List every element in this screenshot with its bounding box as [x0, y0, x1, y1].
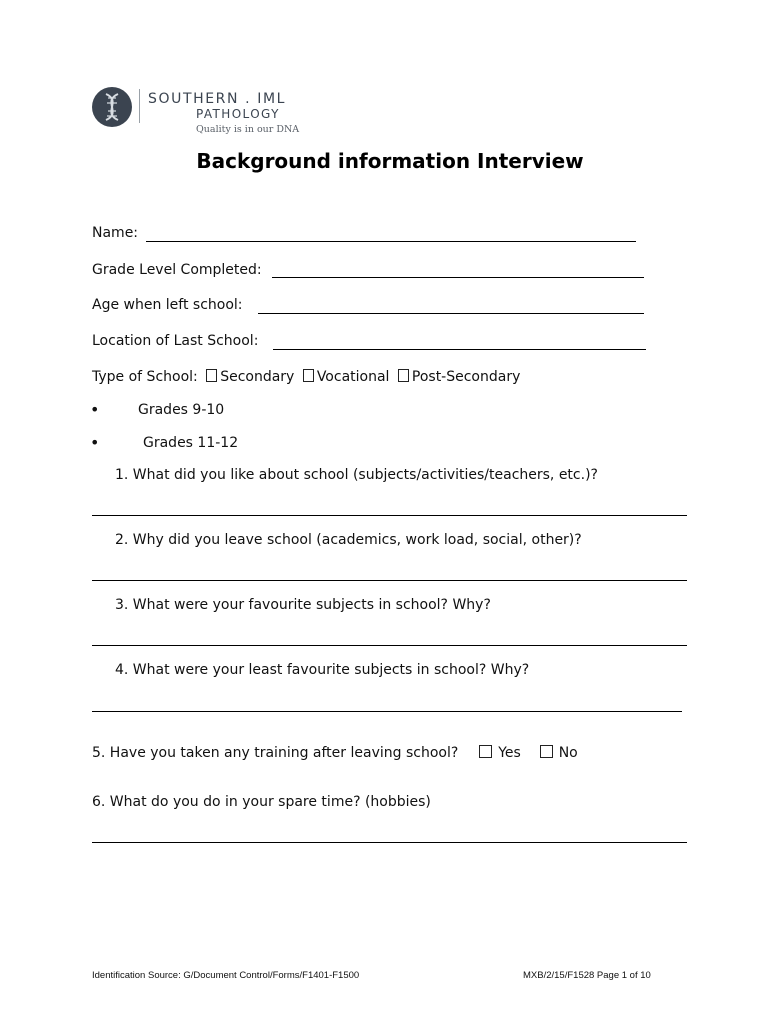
yes-label: Yes — [498, 745, 521, 761]
question-4: 4. What were your least favourite subjects in school? Why? — [115, 662, 530, 678]
footer-page-info: MXB/2/15/F1528 Page 1 of 10 — [523, 970, 651, 981]
secondary-checkbox[interactable] — [206, 369, 217, 382]
location-field[interactable] — [273, 349, 646, 350]
name-label: Name: — [92, 225, 139, 241]
answer-6-line[interactable] — [92, 842, 687, 843]
logo-company-name: SOUTHERN . IML — [148, 91, 287, 107]
answer-2-line[interactable] — [92, 580, 687, 581]
dna-logo-icon — [92, 87, 132, 127]
question-3: 3. What were your favourite subjects in school? Why? — [115, 597, 491, 613]
vocational-option: Vocational — [316, 369, 390, 385]
yes-checkbox[interactable] — [479, 745, 492, 758]
grades-9-10: Grades 9-10 — [138, 402, 225, 418]
bullet-icon: • — [90, 400, 100, 419]
post-secondary-option: Post-Secondary — [411, 369, 521, 385]
question-5: 5. Have you taken any training after leaving school? — [92, 745, 459, 761]
question-2: 2. Why did you leave school (academics, work load, social, other)? — [115, 532, 582, 548]
footer-source: Identification Source: G/Document Control/Forms/F1401-F1500 — [92, 970, 360, 981]
grades-11-12: Grades 11-12 — [143, 435, 239, 451]
logo-company-subname: PATHOLOGY — [196, 107, 280, 121]
school-type-row — [92, 369, 520, 385]
post-secondary-checkbox[interactable] — [398, 369, 409, 382]
answer-1-line[interactable] — [92, 515, 687, 516]
vocational-checkbox[interactable] — [303, 369, 314, 382]
age-field[interactable] — [258, 313, 644, 314]
answer-3-line[interactable] — [92, 645, 687, 646]
question-5-row — [92, 745, 578, 761]
page-title: Background information Interview — [196, 149, 584, 173]
logo-tagline: Quality is in our DNA — [196, 124, 300, 135]
question-1: 1. What did you like about school (subjects/activities/teachers, etc.)? — [115, 467, 598, 483]
bullet-icon: • — [90, 433, 100, 452]
question-6: 6. What do you do in your spare time? (hobbies) — [92, 794, 431, 810]
no-checkbox[interactable] — [540, 745, 553, 758]
logo-divider — [139, 89, 140, 123]
grade-field[interactable] — [272, 277, 644, 278]
grade-label: Grade Level Completed: — [92, 262, 262, 278]
secondary-option: Secondary — [220, 369, 295, 385]
age-label: Age when left school: — [92, 297, 243, 313]
answer-4-line[interactable] — [92, 711, 682, 712]
school-type-label: Type of School: — [92, 369, 198, 385]
no-label: No — [558, 745, 578, 761]
name-field[interactable] — [146, 241, 636, 242]
location-label: Location of Last School: — [92, 333, 259, 349]
